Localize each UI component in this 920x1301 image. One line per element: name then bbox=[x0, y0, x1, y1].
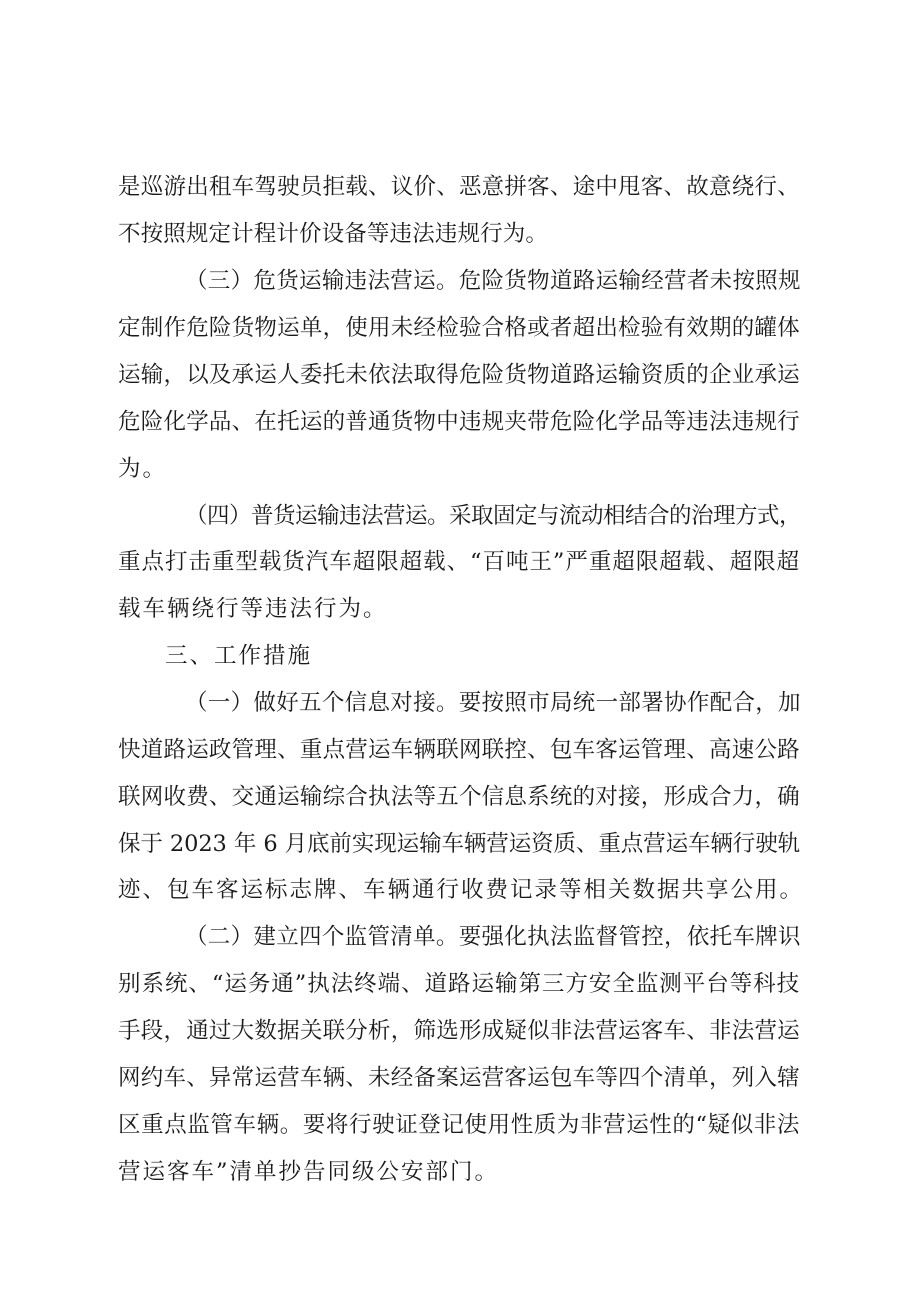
paragraph-line: 联网收费、交通运输综合执法等五个信息系统的对接，形成合力，确 bbox=[118, 784, 800, 810]
paragraph-line: 迹、包车客运标志牌、车辆通行收费记录等相关数据共享公用。 bbox=[118, 877, 805, 903]
paragraph-line: 网约车、异常运营车辆、未经备案运营客运包车等四个清单，列入辖 bbox=[118, 1065, 800, 1091]
paragraph-line: 别系统、“运务通”执法终端、道路运输第三方安全监测平台等科技 bbox=[118, 971, 801, 997]
paragraph-line: （二）建立四个监管清单。要强化执法监督管控，依托车牌识 bbox=[185, 924, 801, 950]
paragraph-line: 重点打击重型载货汽车超限超载、“百吨王”严重超限超载、超限超 bbox=[118, 549, 801, 575]
paragraph-line: 手段，通过大数据关联分析，筛选形成疑似非法营运客车、非法营运 bbox=[118, 1018, 800, 1044]
paragraph-line: 区重点监管车辆。要将行驶证登记使用性质为非营运性的“疑似非法 bbox=[118, 1112, 801, 1138]
paragraph-line: 运输，以及承运人委托未依法取得危险货物道路运输资质的企业承运 bbox=[118, 362, 800, 388]
paragraph-line: （一）做好五个信息对接。要按照市局统一部署协作配合，加 bbox=[185, 690, 801, 716]
paragraph-line: 为。 bbox=[118, 456, 168, 482]
paragraph-line: 是巡游出租车驾驶员拒载、议价、恶意拼客、途中甩客、故意绕行、 bbox=[118, 174, 800, 200]
paragraph-line: （四）普货运输违法营运。采取固定与流动相结合的治理方式， bbox=[185, 503, 802, 529]
paragraph-line: 危险化学品、在托运的普通货物中违规夹带危险化学品等违法违规行 bbox=[118, 409, 800, 435]
section-heading-text: 三、工作措施 bbox=[165, 643, 313, 669]
paragraph-line: 定制作危险货物运单，使用未经检验合格或者超出检验有效期的罐体 bbox=[118, 315, 800, 341]
paragraph-line: 保于 2023 年 6 月底前实现运输车辆营运资质、重点营运车辆行驶轨 bbox=[118, 831, 801, 857]
paragraph-line: 营运客车”清单抄告同级公安部门。 bbox=[118, 1159, 500, 1185]
paragraph-line: 载车辆绕行等违法行为。 bbox=[118, 596, 388, 622]
paragraph-line: 快道路运政管理、重点营运车辆联网联控、包车客运管理、高速公路 bbox=[118, 737, 800, 763]
paragraph-line: 不按照规定计程计价设备等违法违规行为。 bbox=[118, 221, 548, 247]
paragraph-line: （三）危货运输违法营运。危险货物道路运输经营者未按照规 bbox=[185, 268, 801, 294]
